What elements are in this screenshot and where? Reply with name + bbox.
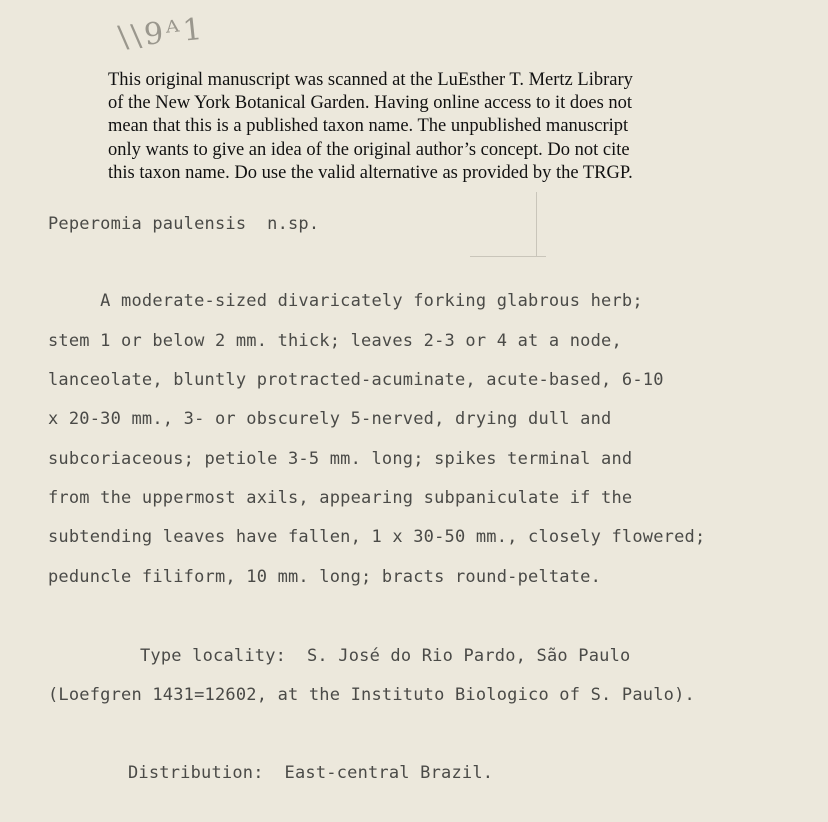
description-line: stem 1 or below 2 mm. thick; leaves 2-3 or 4 at a node,	[48, 331, 622, 351]
pencil-stroke-vertical	[536, 192, 537, 256]
description-line: subcoriaceous; petiole 3-5 mm. long; spikes terminal and	[48, 449, 633, 469]
description-line: from the uppermost axils, appearing subpaniculate if the	[48, 488, 633, 508]
description-line: x 20-30 mm., 3- or obscurely 5-nerved, drying dull and	[48, 409, 612, 429]
notice-line: of the New York Botanical Garden. Having online access to it does not	[108, 93, 633, 114]
notice-line: this taxon name. Do use the valid alternative as provided by the TRGP.	[108, 162, 633, 183]
type-locality-line: Type locality: S. José do Rio Pardo, São Paulo	[140, 646, 631, 666]
pencil-stroke-horizontal	[470, 256, 546, 257]
notice-line: mean that this is a published taxon name. The unpublished manuscript	[108, 116, 629, 137]
type-locality-line: (Loefgren 1431=12602, at the Instituto Biologico of S. Paulo).	[48, 685, 695, 705]
distribution: Distribution: East-central Brazil.	[128, 763, 494, 783]
notice-line: only wants to give an idea of the original author’s concept. Do not cite	[108, 139, 630, 160]
notice-line: This original manuscript was scanned at the LuEsther T. Mertz Library	[108, 70, 633, 90]
species-title: Peperomia paulensis n.sp.	[48, 214, 320, 234]
scan-notice	[108, 69, 748, 185]
description-line: lanceolate, bluntly protracted-acuminate, acute-based, 6-10	[48, 370, 664, 390]
pencil-annotation: \\9ᴬ1	[116, 11, 207, 56]
description-line: A moderate-sized divaricately forking glabrous herb;	[48, 291, 643, 311]
description-line: peduncle filiform, 10 mm. long; bracts round-peltate.	[48, 567, 602, 587]
description-line: subtending leaves have fallen, 1 x 30-50 mm., closely flowered;	[48, 527, 706, 547]
